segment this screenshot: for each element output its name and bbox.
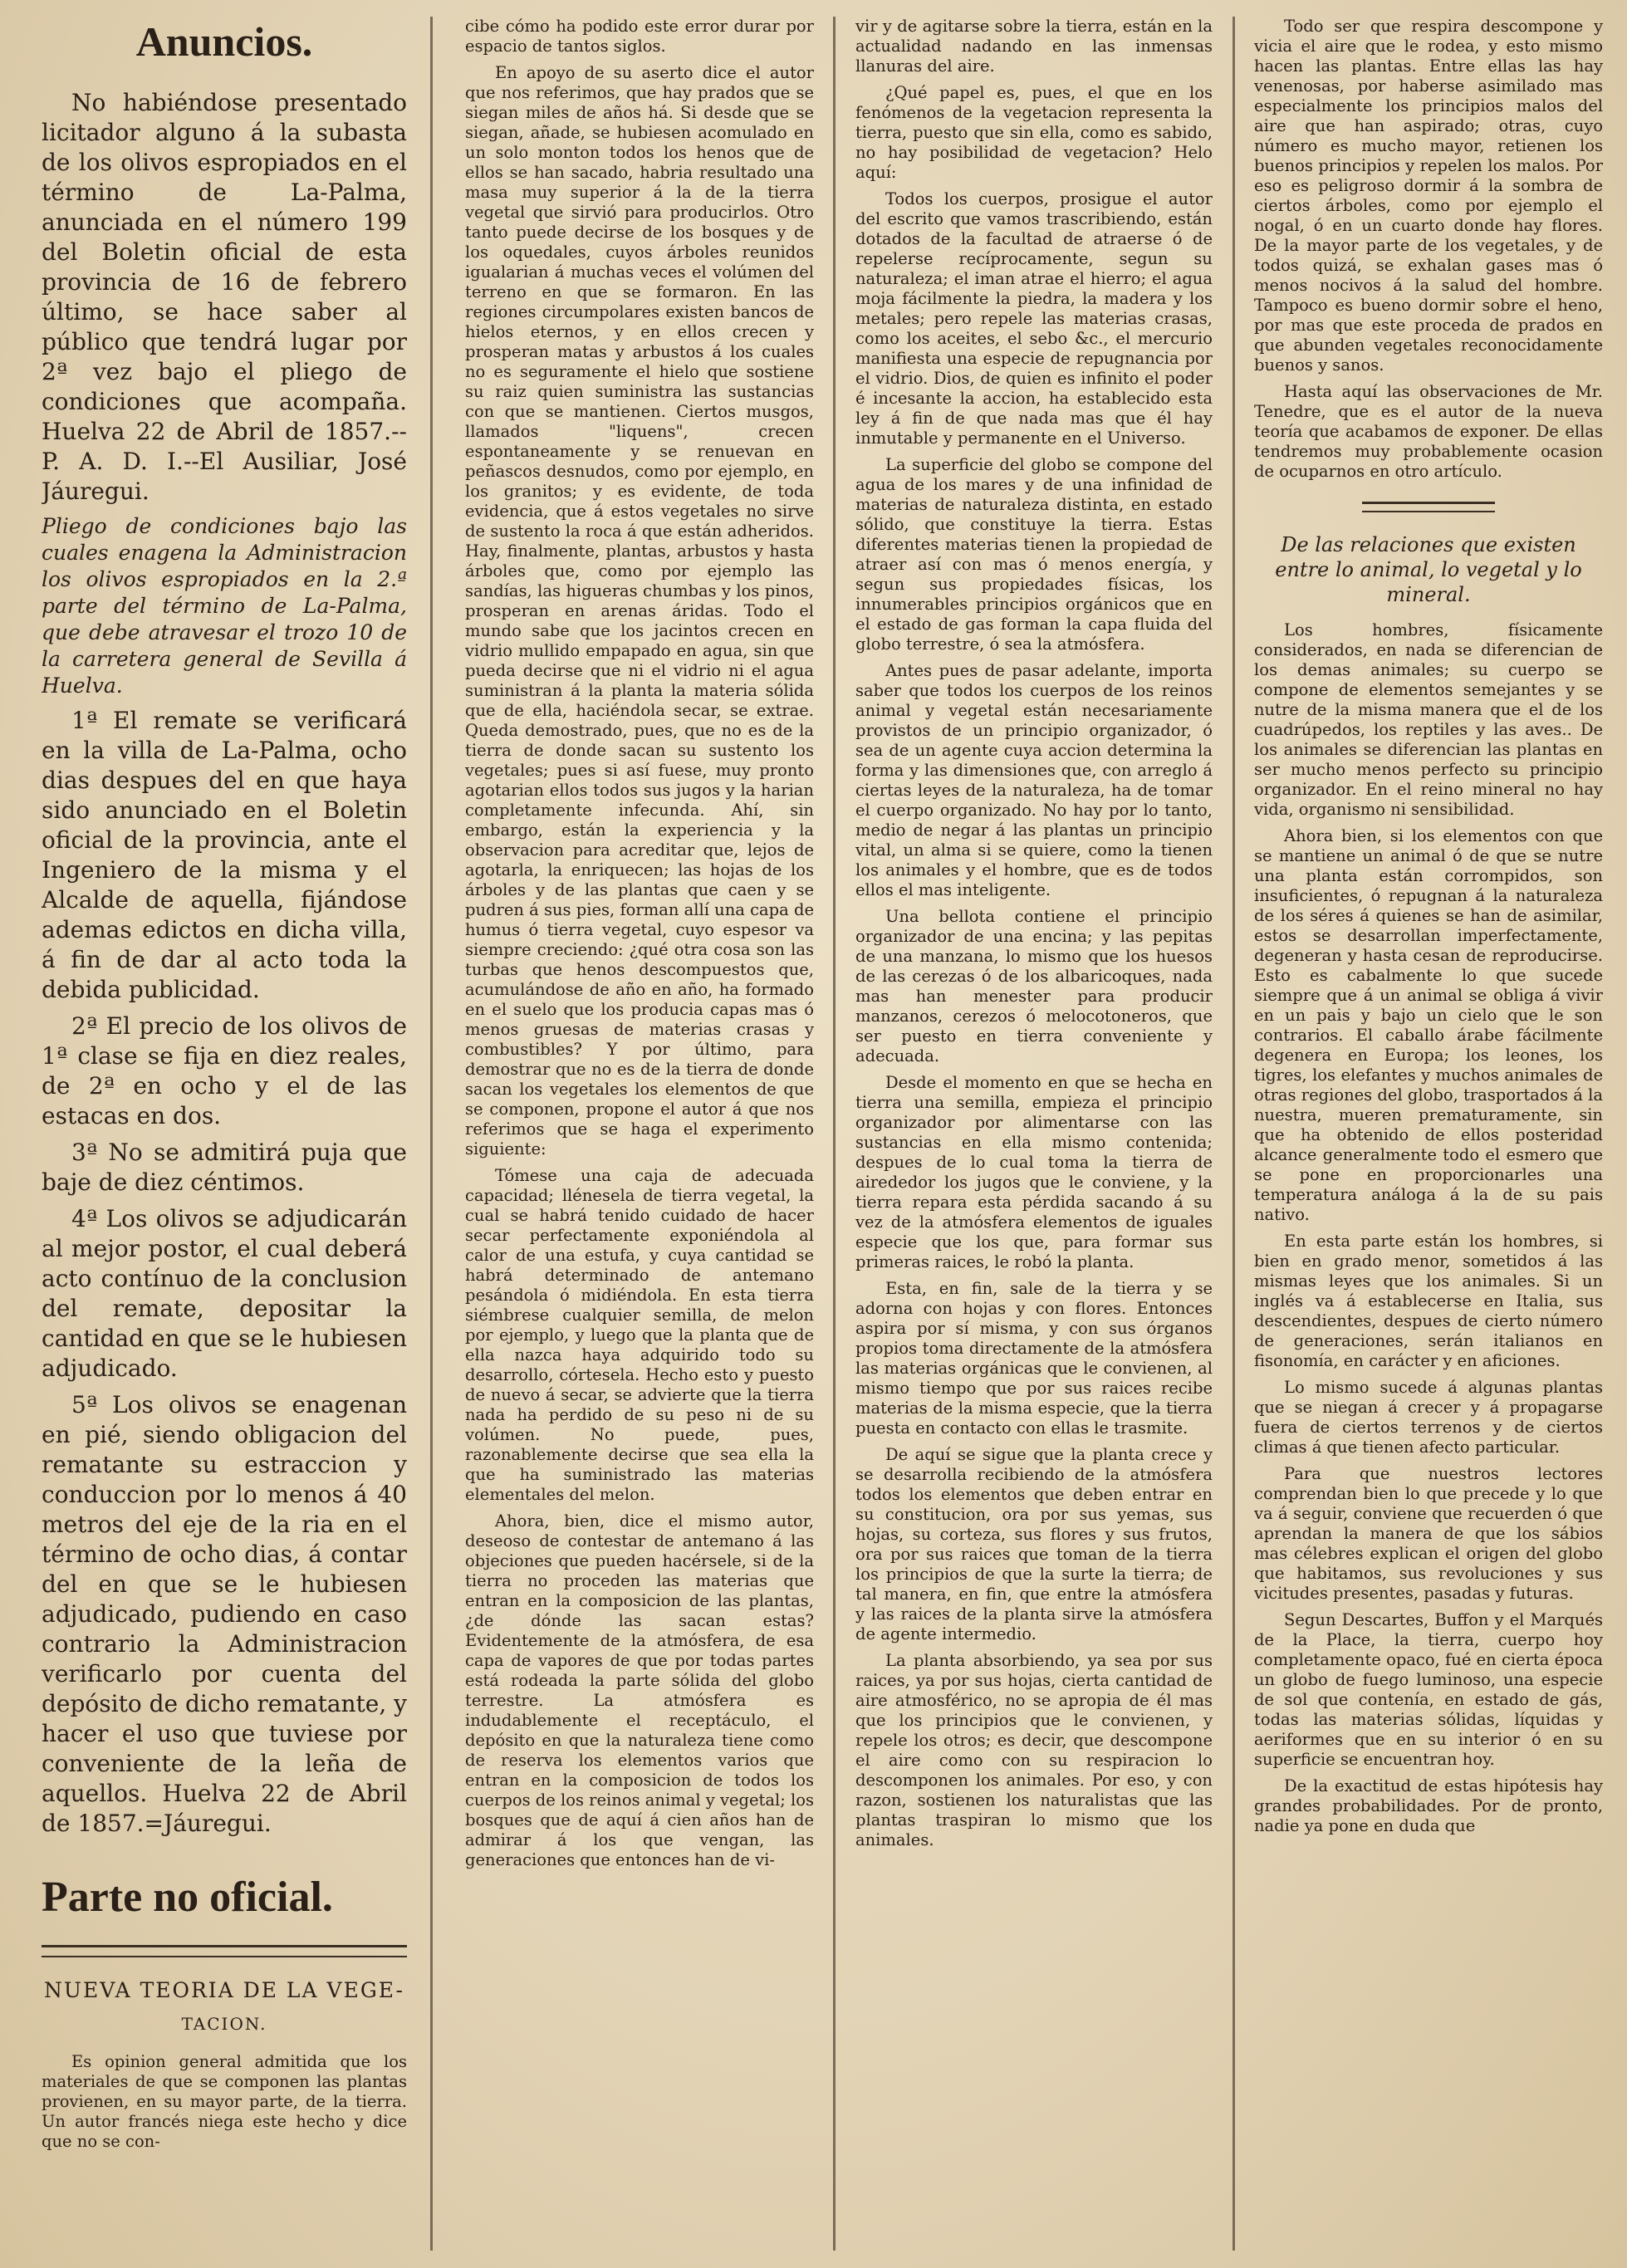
article-paragraph: La superficie del globo se compone del agua de los mares y de una infinidad de materias de naturaleza distinta, en estado sólido, que constituye la tierra. Estas diferentes materias tienen la propiedad de atraer así con mas ó menos energía, y segun sus propiedades físicas, los innumerables principios orgánicos que en el estado de gas forman la capa fluida del globo terrestre, ó sea la atmósfera. [855, 455, 1213, 654]
article-paragraph: La planta absorbiendo, ya sea por sus raices, ya por sus hojas, cierta cantidad de aire atmosférico, no se apropia de él mas que los principios que le convienen, y repele los otros; es decir, que descompone el aire como con su respiracion lo descomponen los animales. Por eso, y con razon, sostienen los naturalistas que las plantas traspiran lo mismo que los animales. [855, 1651, 1213, 1849]
anuncios-header: Anuncios. [135, 18, 313, 65]
article-2-title: De las relaciones que existen entre lo animal, lo vegetal y lo mineral. [1275, 533, 1582, 606]
article-paragraph: Esta, en fin, sale de la tierra y se adorna con hojas y con flores. Entonces aspira por sí misma, y con sus órganos propios toma directamente de la atmósfera las materias orgánicas que le convienen, al mismo tiempo que por sus raices recibe materias de la misma especie, que la tierra puesta en contacto con ellas le trasmite. [855, 1279, 1213, 1438]
article-paragraph: Para que nuestros lectores comprendan bien lo que precede y lo que va á seguir, conviene que recuerden ó que aprendan la manera de que los sábios mas célebres explican el origen del globo que habitamos, sus revoluciones y sus vicitudes presentes, pasadas y futuras. [1254, 1464, 1603, 1603]
article-paragraph: Es opinion general admitida que los materiales de que se componen las plantas provienen, en su mayor parte, de la tierra. Un autor francés niega este hecho y dice que no se con- [42, 2052, 407, 2151]
article-title: NUEVA TEORIA DE LA VEGE- [44, 1978, 404, 2002]
article-subtitle: TACION. [181, 2014, 267, 2034]
article-paragraph: Ahora, bien, dice el mismo autor, deseoso de contestar de antemano á las objeciones que pueden hacérsele, si de la tierra no proceden las materias que entran en la composicion de las plantas, ¿de dónde las sacan estas? Evidentemente de la atmósfera, de esa capa de vapores de que por todas partes está rodeada la parte sólida del globo terrestre. La atmósfera es indudablemente el receptáculo, el depósito en que la naturaleza tiene como de reserva los elementos varios que entran en la composicion de todos los cuerpos de los reinos animal y vegetal; los bosques que de aquí á cien años han de admirar á los que vengan, las generaciones que entonces han de vi- [465, 1511, 814, 1869]
column-3 [855, 17, 1213, 2251]
condition-3: 3ª No se admitirá puja que baje de diez céntimos. [42, 1139, 407, 1196]
column-4 [1254, 17, 1603, 2251]
article-paragraph: vir y de agitarse sobre la tierra, están en la actualidad nadando en las inmensas llanuras del aire. [855, 17, 1213, 76]
article-paragraph: Desde el momento en que se hecha en tierra una semilla, empieza el principio organizador por alimentarse con las sustancias en ella mismo contenida; despues de lo cual toma la tierra de airededor los jugos que le conviene, y la tierra repara esta pérdida sacando á su vez de la atmósfera elementos de iguales especie que los que, para formar sus primeras raices, le robó la planta. [855, 1073, 1213, 1271]
column-2 [465, 17, 814, 2251]
column-1 [42, 17, 407, 2251]
section-header: Parte no oficial. [42, 1874, 333, 1921]
condition-4: 4ª Los olivos se adjudicarán al mejor postor, el cual deberá acto contínuo de la conclusion del remate, depositar la cantidad en que se le hubiesen adjudicado. [42, 1205, 407, 1382]
article-paragraph: Todos los cuerpos, prosigue el autor del escrito que vamos trascribiendo, están dotados de la facultad de atraerse ó de repelerse recíprocamente, segun su naturaleza; el iman atrae el hierro; el agua moja fácilmente la piedra, la madera y los metales; pero repele las materias crasas, como los aceites, el sebo &c., el mercurio manifiesta una especie de repugnancia por el vidrio. Dios, de quien es infinito el poder é incesante la accion, ha establecido esta ley á fin de que nada mas que él hay inmutable y permanente en el Universo. [855, 189, 1213, 448]
condition-1: 1ª El remate se verificará en la villa de La-Palma, ocho dias despues del en que haya sido anunciado en el Boletin oficial de la provincia, ante el Ingeniero de la misma y el Alcalde de aquella, fijándose ademas edictos en dicha villa, á fin de dar al acto toda la debida publicidad. [42, 707, 407, 1003]
condition-5: 5ª Los olivos se enagenan en pié, siendo obligacion del rematante su estraccion y conduccion por lo menos á 40 metros del eje de la ria en el término de ocho dias, á contar del en que se le hubiesen adjudicado, pudiendo en caso contrario la Administracion verificarlo por cuenta del depósito de dicho rematante, y hacer el uso que tuviese por conveniente de la leña de aquellos. Huelva 22 de Abril de 1857.=Jáuregui. [42, 1391, 407, 1837]
column-rule [833, 17, 836, 2251]
article-paragraph: Todo ser que respira descompone y vicia el aire que le rodea, y esto mismo hacen las plantas. Entre ellas las hay venenosas, por haberse asimilado mas especialmente los principios malos del aire que han aspirado; otras, cuyo número es mucho mayor, retienen los buenos principios y repelen los malos. Por eso es peligroso dormir á la sombra de ciertos árboles, como por ejemplo el nogal, ó en un cuarto donde hay flores. De la mayor parte de los vegetales, y de todos quizá, se exhalan gases mas ó menos nocivos á la salud del hombre. Tampoco es bueno dormir sobre el heno, por mas que este proceda de prados en que abunden vegetales reconocidamente buenos y sanos. [1254, 17, 1603, 375]
article-paragraph: Hasta aquí las observaciones de Mr. Tenedre, que es el autor de la nueva teoría que acabamos de exponer. De ellas tendremos muy probablemente ocasion de ocuparnos en otro artículo. [1254, 382, 1603, 481]
article-paragraph: Los hombres, físicamente considerados, en nada se diferencian de los demas animales; su cuerpo se compone de elementos semejantes y se nutre de la misma manera que el de los cuadrúpedos, los reptiles y las aves.. De los animales se diferencian las plantas en ser mucho menos perfecto su principio organizador. En el reino mineral no hay vida, organismo ni sensibilidad. [1254, 620, 1603, 819]
pliego-title: Pliego de condiciones bajo las cuales enagena la Administracion los olivos espropiados en la 2.ª parte del término de La-Palma, que debe atravesar el trozo 10 de la carretera general de Sevilla á Huelva. [42, 514, 407, 698]
article-paragraph: En esta parte están los hombres, si bien en grado menor, sometidos á las mismas leyes que los animales. Si un inglés va á establecerse en Italia, sus descendientes, despues de cierto número de generaciones, serán italianos en fisonomía, en carácter y en aficiones. [1254, 1232, 1603, 1370]
article-paragraph: En apoyo de su aserto dice el autor que nos referimos, que hay prados que se siegan miles de años há. Si desde que se siegan, añade, se hubiesen acomulado en un solo monton todos los henos que de ellos se han sacado, habria resultado una masa muy superior á la de la tierra vegetal que sirvió para producirlos. Otro tanto puede decirse de los bosques y de los oquedales, cuyos árboles reunidos igualarian á muchas veces el volúmen del terreno en que se formaron. En las regiones circumpolares existen bancos de hielos eternos, y en ellos crecen y prosperan matas y arbustos á los cuales no es seguramente el hielo que sostiene su raiz quien suministra las sustancias con que se mantienen. Ciertos musgos, llamados "liquens", crecen espontaneamente y se renuevan en peñascos desnudos, como por ejemplo, en los granitos; y es evidente, de toda evidencia, que á estos vegetales no sirve de sustento la roca á que están adheridos. Hay, finalmente, plantas, arbustos y hasta árboles que, como por ejemplo las sandías, las higueras chumbas y los pinos, prosperan en arenas áridas. Todo el mundo sabe que los jacintos crecen en vidrio mullido empapado en agua, sin que pueda decirse que ni el vidrio ni el agua suministran á la planta la materia sólida que de ella, haciéndola secar, se extrae. Queda demostrado, pues, que no es de la tierra de donde sacan su sustento los vegetales; pues si así fuese, muy pronto agotarian ellos todos sus jugos y la harian completamente infecunda. Ahí, sin embargo, están la experiencia y la observacion para acreditar que, lejos de agotarla, la enriquecen; las hojas de los árboles y de las plantas que caen y se pudren á sus pies, forman allí una capa de humus ó tierra vegetal, cuyo espesor va siempre creciendo: ¿qué otra cosa son las turbas que henos descompuestos que, acumulándose de año en año, ha formado en el suelo que los producia capas mas ó menos gruesas de materias crasas y combustibles? Y por último, para demostrar que no es de la tierra de donde sacan los vegetales los elementos de que se componen, propone el autor á que nos referimos que se haga el experimento siguiente: [465, 63, 814, 1158]
section-divider [42, 1945, 407, 1957]
article-paragraph: Tómese una caja de adecuada capacidad; llénesela de tierra vegetal, la cual se habrá tenido cuidado de hacer secar perfectamente exponiéndola al calor de una estufa, y cuya cantidad se habrá determinado de antemano pesándola ó midiéndola. En esta tierra siémbrese cualquier semilla, de melon por ejemplo, y luego que la planta que de ella nazca haya adquirido todo su desarrollo, córtesela. Hecho esto y puesto de nuevo á secar, se advierte que la tierra nada ha perdido de su peso ni de su volúmen. No puede, pues, razonablemente decirse que sea ella la que ha suministrado las materias elementales del melon. [465, 1166, 814, 1504]
article-paragraph: Una bellota contiene el principio organizador de una encina; y las pepitas de una manzana, lo mismo que los huesos de las cerezas ó de los albaricoques, nada mas han menester para producir manzanos, cerezos ó melocotoneros, que ser puesto en tierra conveniente y adecuada. [855, 907, 1213, 1065]
column-rule [430, 17, 433, 2251]
article-paragraph: Segun Descartes, Buffon y el Marqués de la Place, la tierra, cuerpo hoy completamente opaco, fué en cierta época un globo de fuego luminoso, una especie de sol que contenía, en estado de gás, todas las materias sólidas, líquidas y aeriformes que en su interior ó en su superficie se encuentran hoy. [1254, 1610, 1603, 1769]
article-paragraph: Lo mismo sucede á algunas plantas que se niegan á crecer y á propagarse fuera de ciertos terrenos y de ciertos climas á que tienen afecto particular. [1254, 1378, 1603, 1457]
article-paragraph: Antes pues de pasar adelante, importa saber que todos los cuerpos de los reinos animal y vegetal están necesariamente provistos de un principio organizador, ó sea de un agente cuya accion determina la forma y las dimensiones que, con arreglo á ciertas leyes de la naturaleza, ha de tomar el cuerpo organizado. No hay por lo tanto, medio de negar á las plantas un principio vital, un alma si se quiere, como la tienen los animales y el hombre, que es de todos ellos el mas inteligente. [855, 661, 1213, 899]
condition-2: 2ª El precio de los olivos de 1ª clase se fija en diez reales, de 2ª en ocho y el de las estacas en dos. [42, 1012, 407, 1129]
article-divider [1362, 502, 1495, 512]
article-paragraph: cibe cómo ha podido este error durar por espacio de tantos siglos. [465, 17, 814, 56]
article-paragraph: ¿Qué papel es, pues, el que en los fenómenos de la vegetacion representa la tierra, puesto que sin ella, como es sabido, no hay posibilidad de vegetacion? Helo aquí: [855, 83, 1213, 182]
notice-paragraph: No habiéndose presentado licitador alguno á la subasta de los olivos espropiados en el término de La-Palma, anunciada en el número 199 del Boletin oficial de esta provincia de 16 de febrero último, se hace saber al público que tendrá lugar por 2ª vez bajo el pliego de condiciones que acompaña. Huelva 22 de Abril de 1857.-- P. A. D. I.--El Ausiliar, José Jáuregui. [42, 89, 407, 505]
article-paragraph: De la exactitud de estas hipótesis hay grandes probabilidades. Por de pronto, nadie ya pone en duda que [1254, 1776, 1603, 1835]
column-rule [1233, 17, 1235, 2251]
article-paragraph: De aquí se sigue que la planta crece y se desarrolla recibiendo de la atmósfera todos los elementos que deben entrar en su constitucion, ora por sus yemas, sus hojas, su corteza, sus flores y sus frutos, ora por sus raices que toman de la tierra los principios de que la surte la tierra; de tal manera, en fin, que entre la atmósfera y las raices de la planta sirve la atmósfera de agente intermedio. [855, 1445, 1213, 1643]
article-paragraph: Ahora bien, si los elementos con que se mantiene un animal ó de que se nutre una planta están corrompidos, son insuficientes, ó repugnan á la naturaleza de los séres á quienes se han de asimilar, estos se desarrollan imperfectamente, degeneran y hasta cesan de reproducirse. Esto es cabalmente lo que sucede siempre que á un animal se obliga á vivir en un pais y bajo un cielo que le son contrarios. El caballo árabe fácilmente degenera en Europa; los leones, los tigres, los elefantes y muchos animales de otras regiones del globo, trasportados á la nuestra, mueren prematuramente, sin que ha obtenido de ellos posteridad alcance generalmente todo el esmero que se pone en proporcionarles una temperatura análoga á la de su pais nativo. [1254, 826, 1603, 1224]
